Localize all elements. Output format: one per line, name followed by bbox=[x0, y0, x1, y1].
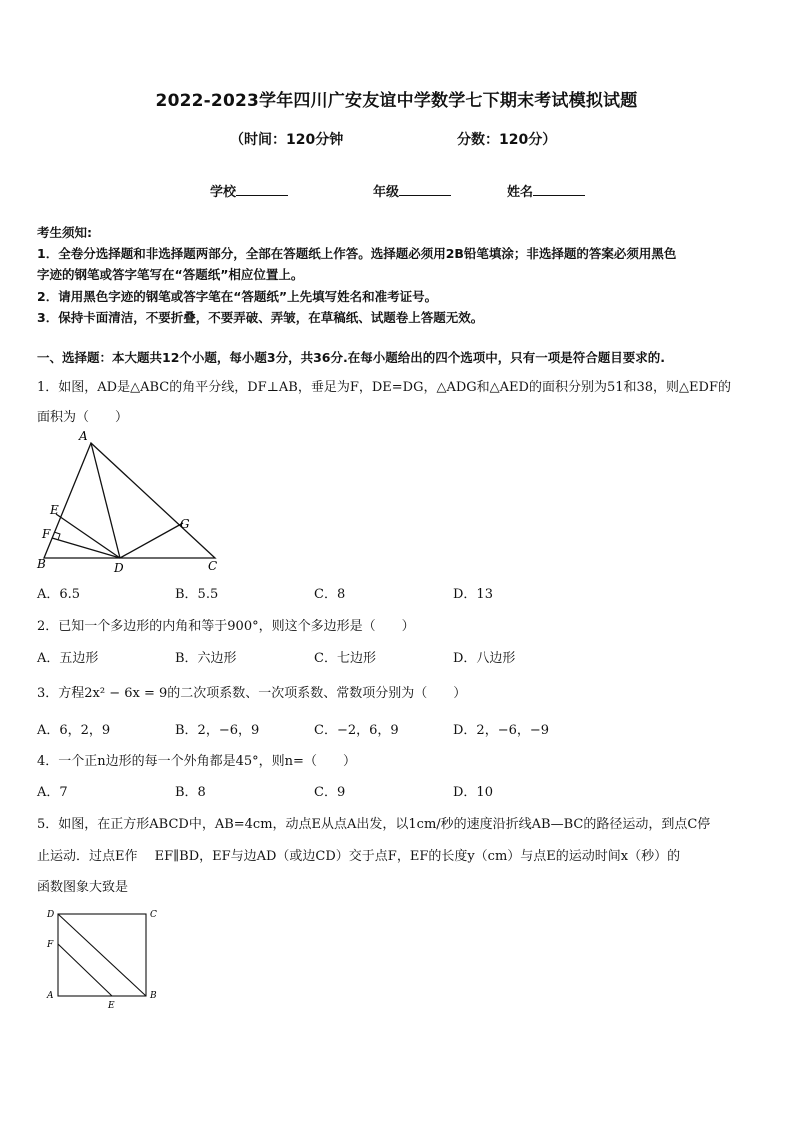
q1-option-d[interactable]: D．13 bbox=[453, 587, 493, 602]
q2-option-c[interactable]: C．七边形 bbox=[314, 651, 376, 666]
q3-option-c[interactable]: C．−2，6，9 bbox=[314, 723, 399, 738]
q3-option-b[interactable]: B．2，−6，9 bbox=[175, 723, 260, 738]
square-figure bbox=[42, 904, 167, 1012]
question-1-line: 1．如图，AD是△ABC的角平分线，DF⊥AB，垂足为F，DE=DG，△ADG和△AED的面积分别为51和38，则△EDF的 bbox=[37, 380, 731, 395]
label-G: G bbox=[180, 517, 190, 531]
label-F: F bbox=[47, 940, 54, 950]
triangle-figure bbox=[34, 428, 224, 576]
exam-time: （时间：120分钟 bbox=[230, 132, 344, 148]
question-5-line: 函数图象大致是 bbox=[37, 880, 129, 895]
q2-option-b[interactable]: B．六边形 bbox=[175, 651, 237, 666]
label-C: C bbox=[208, 559, 218, 573]
label-C: C bbox=[150, 910, 157, 920]
question-1-line: 面积为（ ） bbox=[37, 410, 129, 425]
label-A: A bbox=[79, 429, 88, 443]
notice-line: 字迹的钢笔或答字笔写在“答题纸”相应位置上。 bbox=[37, 267, 304, 282]
question-4: 4．一个正n边形的每一个外角都是45°，则n=（ ） bbox=[37, 754, 356, 769]
question-5-line: 5．如图，在正方形ABCD中，AB=4cm，动点E从点A出发，以1cm/秒的速度沿折线AB—BC的路径运动，到点C停 bbox=[37, 817, 711, 832]
label-E: E bbox=[108, 1001, 115, 1011]
name-field: 姓名 bbox=[507, 181, 585, 200]
exam-score: 分数：120分） bbox=[457, 132, 557, 148]
q3-option-d[interactable]: D．2，−6，−9 bbox=[453, 723, 550, 738]
q1-option-b[interactable]: B．5.5 bbox=[175, 587, 219, 602]
notice-line: 3．保持卡面清洁，不要折叠，不要弄破、弄皱，在草稿纸、试题卷上答题无效。 bbox=[37, 310, 484, 325]
grade-field: 年级 bbox=[373, 181, 451, 200]
q2-option-d[interactable]: D．八边形 bbox=[453, 651, 516, 666]
label-D: D bbox=[47, 910, 55, 920]
section-heading: 一、选择题：本大题共12个小题，每小题3分，共36分.在每小题给出的四个选项中，只有一项是符合题目要求的. bbox=[37, 350, 665, 365]
page-title: 2022-2023学年四川广安友谊中学数学七下期末考试模拟试题 bbox=[155, 91, 638, 111]
question-5-line: 止运动．过点E作 EF∥BD，EF与边AD（或边CD）交于点F，EF的长度y（cm）与点E的运动时间x（秒）的 bbox=[37, 849, 681, 864]
question-2: 2．已知一个多边形的内角和等于900°，则这个多边形是（ ） bbox=[37, 619, 415, 634]
q1-option-c[interactable]: C．8 bbox=[314, 587, 346, 602]
question-3: 3．方程2x² − 6x = 9的二次项系数、一次项系数、常数项分别为（ ） bbox=[37, 686, 467, 701]
q3-option-a[interactable]: A．6，2，9 bbox=[37, 723, 111, 738]
label-F: F bbox=[42, 527, 51, 541]
q2-option-a[interactable]: A．五边形 bbox=[37, 651, 99, 666]
q1-option-a[interactable]: A．6.5 bbox=[37, 587, 81, 602]
label-A: A bbox=[47, 991, 54, 1001]
q4-option-c[interactable]: C．9 bbox=[314, 785, 346, 800]
label-B: B bbox=[37, 557, 46, 571]
label-B: B bbox=[150, 991, 157, 1001]
q4-option-a[interactable]: A．7 bbox=[37, 785, 68, 800]
notice-heading: 考生须知: bbox=[37, 225, 92, 240]
q4-option-b[interactable]: B．8 bbox=[175, 785, 206, 800]
label-D: D bbox=[114, 561, 124, 575]
school-field: 学校 bbox=[210, 181, 288, 200]
label-E: E bbox=[50, 503, 59, 517]
notice-line: 1．全卷分选择题和非选择题两部分，全部在答题纸上作答。选择题必须用2B铅笔填涂；非选择题的答案必须用黑色 bbox=[37, 246, 677, 261]
q4-option-d[interactable]: D．10 bbox=[453, 785, 493, 800]
notice-line: 2．请用黑色字迹的钢笔或答字笔在“答题纸”上先填写姓名和准考证号。 bbox=[37, 289, 438, 304]
